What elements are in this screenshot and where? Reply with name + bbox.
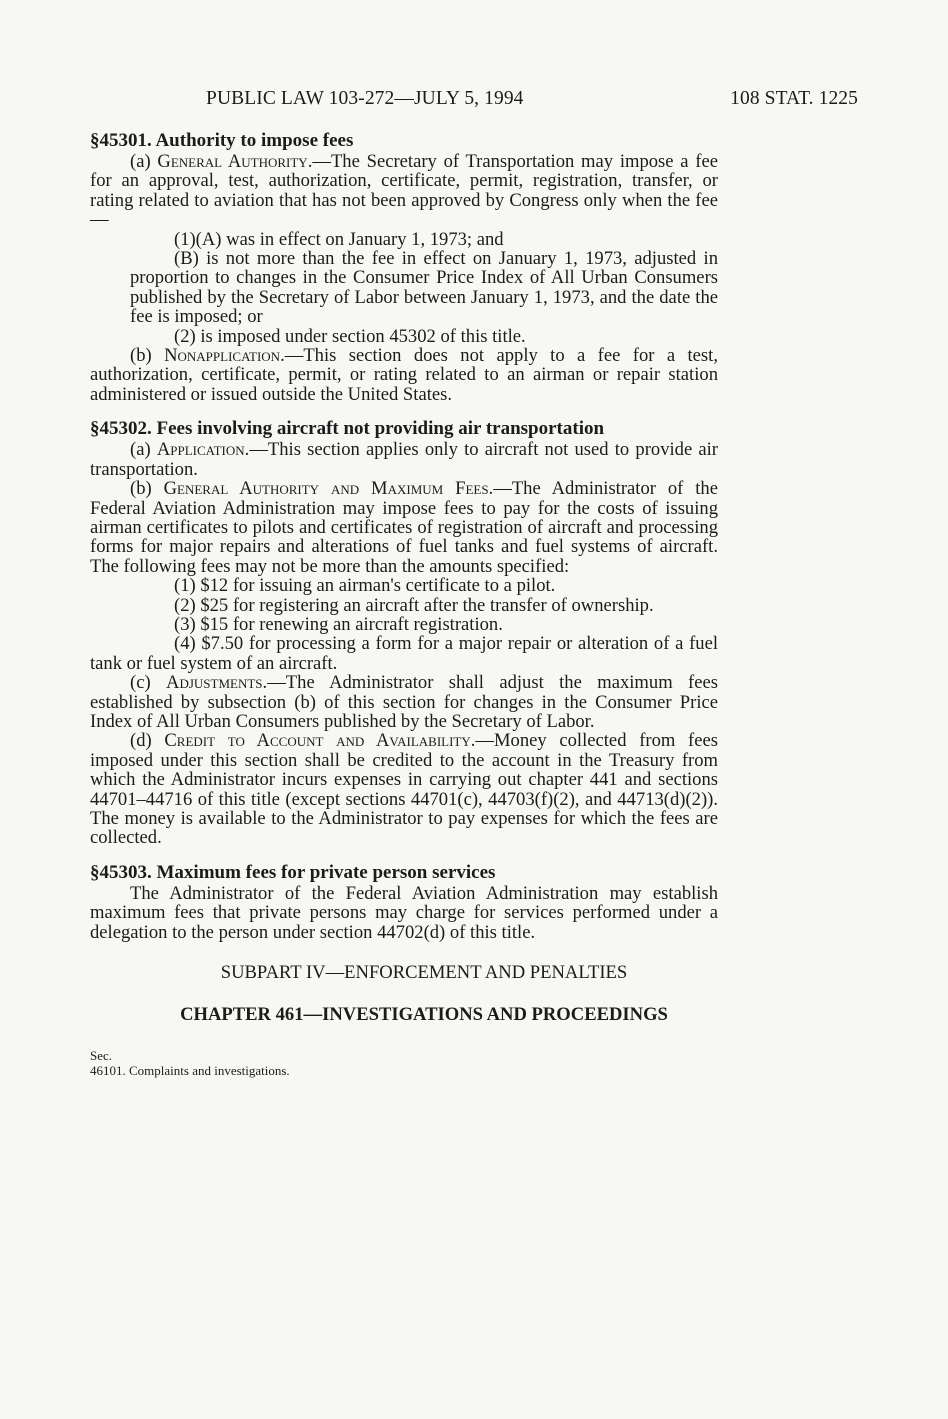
- subpart-heading: SUBPART IV—ENFORCEMENT AND PENALTIES: [220, 962, 628, 984]
- section-heading-45302: §45302. Fees involving aircraft not providing air transportation: [90, 418, 605, 440]
- paragraph-45302-b3: (3) $15 for renewing an aircraft registration.: [174, 613, 503, 635]
- section-heading-45301: §45301. Authority to impose fees: [90, 130, 354, 151]
- header-stat-page: 108 STAT. 1225: [730, 88, 858, 109]
- document-page: [90, 88, 858, 1079]
- paragraph-45301-a: (a) General Authority.—The Secretary of Transportation may impose a fee for an approval, test, authorization, certificate, permit, registration, transfer, or rating related to aviation that has not been approved by Congress only when the fee—: [90, 151, 718, 231]
- chapter-table-of-contents: [90, 1048, 718, 1078]
- header-title: PUBLIC LAW 103-272—JULY 5, 1994: [206, 88, 524, 109]
- toc-sec-label: Sec.: [90, 1048, 113, 1064]
- paragraph-45301-a1A: (1)(A) was in effect on January 1, 1973; and: [174, 228, 504, 250]
- paragraph-45302-b2: (2) $25 for registering an aircraft after the transfer of ownership.: [174, 594, 654, 616]
- paragraph-45301-a2: (2) is imposed under section 45302 of this title.: [174, 325, 526, 347]
- paragraph-45302-b: (b) General Authority and Maximum Fees.—The Administrator of the Federal Aviation Administration may impose fees to pay for the costs of issuing airman certificates to pilots and certificates of registration of aircraft and processing forms for major repairs and alterations of fuel tanks and fuel systems of aircraft. The following fees may not be more than the amounts specified:: [90, 478, 718, 577]
- paragraph-45302-b1: (1) $12 for issuing an airman's certificate to a pilot.: [174, 575, 556, 597]
- paragraph-45302-a: (a) Application.—This section applies only to aircraft not used to provide air transportation.: [90, 439, 718, 480]
- paragraph-45302-c: (c) Adjustments.—The Administrator shall adjust the maximum fees established by subsection (b) of this section for changes in the Consumer Price Index of All Urban Consumers published by the Secretary of Labor.: [90, 672, 718, 732]
- paragraph-45301-b: (b) Nonapplication.—This section does not apply to a fee for a test, authorization, certificate, permit, or rating related to an airman or repair station administered or issued outside the United States.: [90, 345, 718, 405]
- paragraph-45303: The Administrator of the Federal Aviation Administration may establish maximum fees that private persons may charge for services performed under a delegation to the person under section 44702(d) of this title.: [90, 882, 718, 943]
- toc-entry: 46101. Complaints and investigations.: [90, 1063, 290, 1079]
- paragraph-45301-aB: (B) is not more than the fee in effect on January 1, 1973, adjusted in proportion to changes in the Consumer Price Index of All Urban Consumers published by the Secretary of Labor between January 1, 1973, and the date the fee is imposed; or: [130, 248, 718, 328]
- section-heading-45303: §45303. Maximum fees for private person services: [90, 861, 496, 883]
- paragraph-45302-b4: (4) $7.50 for processing a form for a major repair or alteration of a fuel tank or fuel system of an aircraft.: [90, 633, 718, 674]
- paragraph-45302-d: (d) Credit to Account and Availability.—Money collected from fees imposed under this section shall be credited to the account in the Treasury from which the Administrator incurs expenses in carrying out chapter 441 and sections 44701–44716 of this title (except sections 44701(c), 44703(f)(2), and 44713(d)(2)). The money is available to the Administrator to pay expenses for which the fees are collected.: [90, 730, 718, 849]
- chapter-heading: CHAPTER 461—INVESTIGATIONS AND PROCEEDINGS: [180, 1004, 668, 1026]
- running-header: [90, 88, 858, 114]
